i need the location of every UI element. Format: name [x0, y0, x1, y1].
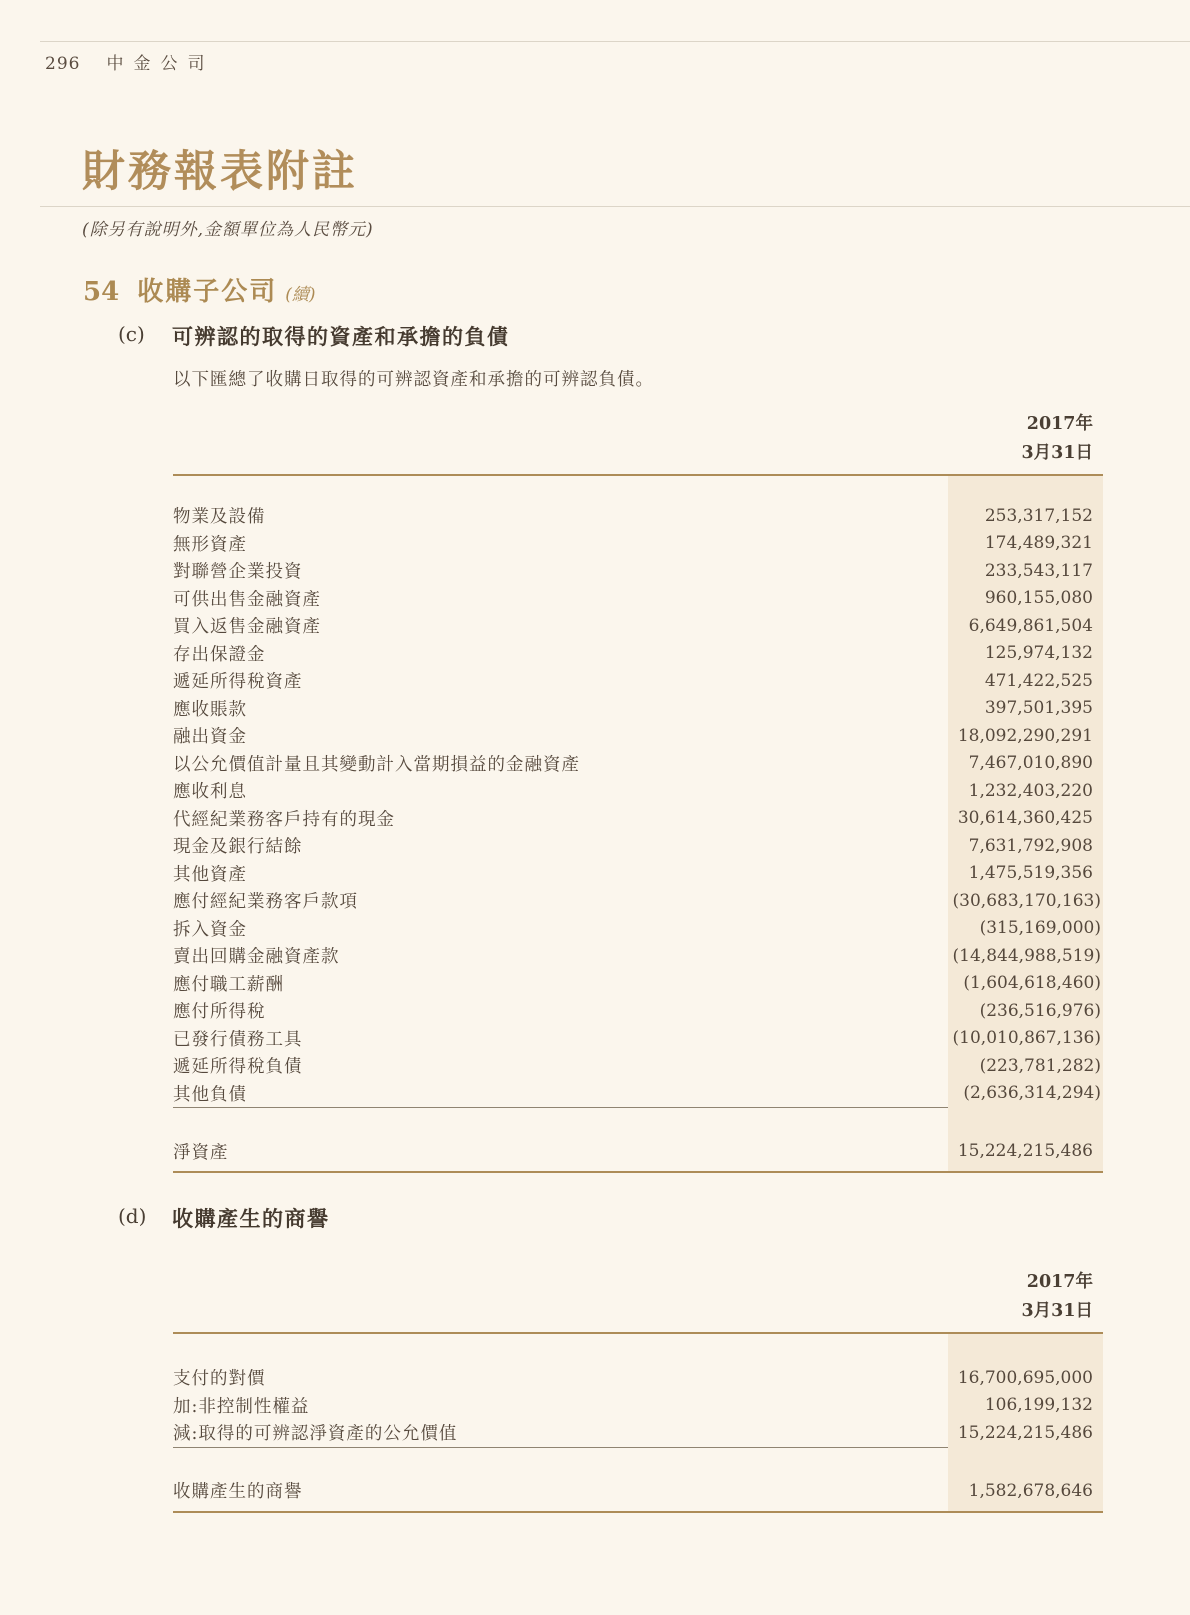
table-row: [173, 942, 1103, 970]
table-row: [173, 1025, 1103, 1053]
row-label: 遞延所得稅負債: [173, 1057, 303, 1078]
row-label: 應付經紀業務客戶款項: [173, 892, 358, 913]
row-label: 已發行債務工具: [173, 1029, 303, 1050]
table-row: [173, 722, 1103, 750]
row-value: (14,844,988,519): [952, 945, 1101, 966]
page-header: [45, 49, 214, 74]
table-row: [173, 557, 1103, 585]
row-label: 以公允價值計量且其變動計入當期損益的金融資產: [173, 754, 580, 775]
row-label: 代經紀業務客戶持有的現金: [173, 809, 395, 830]
table-row: [173, 502, 1103, 530]
table-padding: [173, 1506, 1103, 1511]
table-row: [173, 530, 1103, 558]
date-header: 3月31日: [1021, 443, 1093, 463]
row-value: 253,317,152: [984, 505, 1093, 526]
row-value: (2,636,314,294): [963, 1083, 1101, 1104]
row-label: 無形資產: [173, 534, 247, 555]
subsection-c-intro: 以下匯總了收購日取得的可辨認資產和承擔的可辨認負債。: [173, 370, 654, 390]
row-value: (315,169,000): [979, 918, 1101, 939]
goodwill-table: [173, 1268, 1103, 1513]
table-bottom-rule: [173, 1511, 1103, 1513]
table-row: [173, 640, 1103, 668]
section-number: 54: [83, 277, 120, 307]
row-label: 應付職工薪酬: [173, 974, 284, 995]
table-row: [173, 997, 1103, 1025]
table-row: [173, 1080, 1103, 1108]
subsection-c-label: (c): [118, 322, 145, 346]
total-label: 收購產生的商譽: [173, 1482, 303, 1502]
date-header: 3月31日: [1021, 1301, 1093, 1321]
row-label: 存出保證金: [173, 644, 266, 665]
row-value: 7,467,010,890: [968, 753, 1093, 774]
section-heading: [83, 271, 315, 308]
table-row: [173, 887, 1103, 915]
row-label: 可供出售金融資產: [173, 589, 321, 610]
header-divider: [40, 41, 1190, 42]
table-rows: [173, 476, 1103, 1107]
row-value: 1,475,519,356: [968, 863, 1093, 884]
row-value: 30,614,360,425: [957, 808, 1093, 829]
row-value: (223,781,282): [979, 1055, 1101, 1076]
total-value: 1,582,678,646: [968, 1480, 1093, 1501]
subsection-d-title: 收購產生的商譽: [172, 1206, 330, 1231]
row-label: 應收賬款: [173, 699, 247, 720]
row-label: 減:取得的可辨認淨資產的公允價值: [173, 1424, 458, 1445]
row-value: 15,224,215,486: [957, 1422, 1093, 1443]
row-value: 397,501,395: [984, 698, 1093, 719]
row-label: 拆入資金: [173, 919, 247, 940]
table-body: [173, 476, 1103, 1171]
table-rows: [173, 1334, 1103, 1447]
subsection-d-label: (d): [118, 1204, 147, 1228]
table-row: [173, 1419, 1103, 1447]
table-row: [173, 750, 1103, 778]
row-value: 233,543,117: [984, 560, 1093, 581]
row-label: 應付所得稅: [173, 1002, 266, 1023]
row-label: 對聯營企業投資: [173, 562, 303, 583]
total-value: 15,224,215,486: [957, 1141, 1093, 1161]
goodwill-row: [173, 1476, 1103, 1506]
row-value: (236,516,976): [979, 1000, 1101, 1021]
net-assets-row: [173, 1136, 1103, 1166]
currency-note: (除另有說明外,金額單位為人民幣元): [82, 220, 374, 240]
row-value: 18,092,290,291: [957, 725, 1093, 746]
table-bottom-rule: [173, 1171, 1103, 1173]
table-row: [173, 585, 1103, 613]
row-value: 960,155,080: [984, 588, 1093, 609]
page-title: 財務報表附註: [82, 147, 358, 197]
row-label: 加:非控制性權益: [173, 1396, 310, 1417]
row-label: 買入返售金融資產: [173, 617, 321, 638]
row-value: 125,974,132: [984, 643, 1093, 664]
row-label: 物業及設備: [173, 507, 266, 528]
year-header: 2017年: [1026, 414, 1093, 434]
row-value: 106,199,132: [984, 1395, 1093, 1416]
row-label: 支付的對價: [173, 1369, 266, 1390]
row-label: 應收利息: [173, 782, 247, 803]
row-label: 遞延所得稅資產: [173, 672, 303, 693]
table-row: [173, 1052, 1103, 1080]
column-header: [173, 410, 1103, 468]
table-row: [173, 832, 1103, 860]
page-number: 296: [45, 54, 81, 74]
row-value: 471,422,525: [984, 670, 1093, 691]
table-row: [173, 970, 1103, 998]
column-header: [173, 1268, 1103, 1326]
table-row: [173, 860, 1103, 888]
row-value: (1,604,618,460): [963, 973, 1101, 994]
subsection-c-title: 可辨認的取得的資產和承擔的負債: [172, 324, 510, 349]
row-label: 其他資產: [173, 864, 247, 885]
row-label: 融出資金: [173, 727, 247, 748]
table-row: [173, 612, 1103, 640]
company-name: 中金公司: [106, 54, 215, 74]
table-row: [173, 915, 1103, 943]
table-row: [173, 695, 1103, 723]
table-row: [173, 805, 1103, 833]
row-value: 174,489,321: [984, 533, 1093, 554]
row-label: 現金及銀行結餘: [173, 837, 303, 858]
row-value: (30,683,170,163): [952, 890, 1101, 911]
row-label: 其他負債: [173, 1084, 247, 1105]
table-row: [173, 1392, 1103, 1420]
row-label: 賣出回購金融資產款: [173, 947, 340, 968]
row-value: 7,631,792,908: [968, 835, 1093, 856]
row-value: (10,010,867,136): [952, 1028, 1101, 1049]
total-label: 淨資產: [173, 1142, 229, 1163]
section-title: 收購子公司: [137, 277, 278, 307]
row-value: 6,649,861,504: [968, 615, 1093, 636]
table-row: [173, 667, 1103, 695]
table-padding: [173, 1166, 1103, 1171]
row-value: 1,232,403,220: [968, 780, 1093, 801]
table-row: [173, 1364, 1103, 1392]
table-body: [173, 1334, 1103, 1511]
section-continued: (續): [285, 285, 316, 305]
table-row: [173, 777, 1103, 805]
title-divider: [40, 206, 1190, 207]
row-value: 16,700,695,000: [957, 1367, 1093, 1388]
year-header: 2017年: [1026, 1272, 1093, 1292]
assets-liabilities-table: [173, 410, 1103, 1173]
